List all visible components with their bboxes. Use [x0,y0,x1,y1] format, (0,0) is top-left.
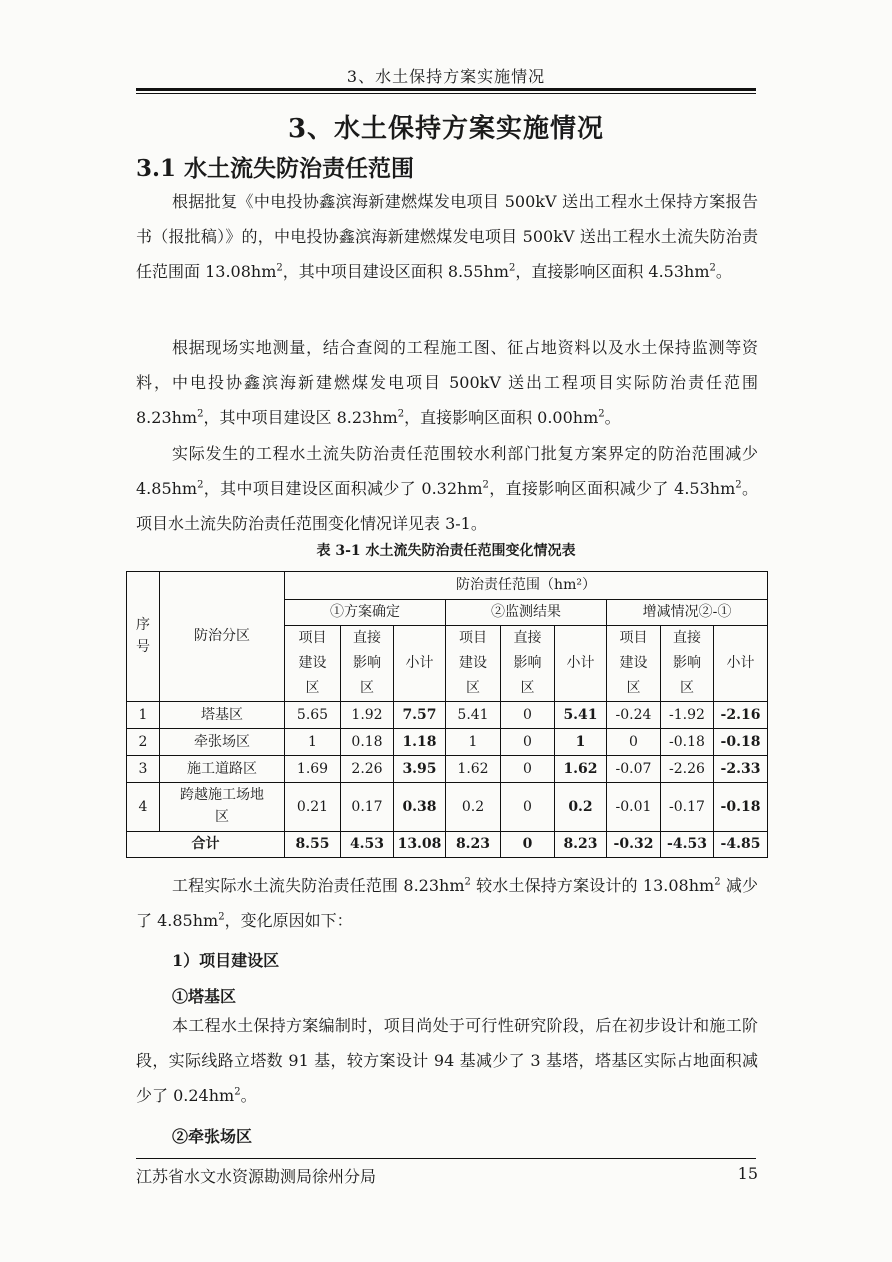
header-group-title: 防治责任范围（hm²） [285,572,768,600]
paragraph-change-summary: 工程实际水土流失防治责任范围 $8.23hm^2$ 较水土保持方案设计的 $13.08hm^2$ 减少了 $4.85hm^2$，变化原因如下： [136,876,758,930]
cell-value: 0.18 [341,729,394,756]
cell-subtotal: 1.62 [555,756,607,783]
header-group-change: 增减情况②-① [607,600,768,626]
cell-value: 1.69 [285,756,341,783]
table-row [127,756,768,783]
cell-value: -1.92 [661,702,714,729]
cell-subtotal: 3.95 [394,756,446,783]
cell-value: -0.07 [607,756,661,783]
table-caption: 表 3-1 水土流失防治责任范围变化情况表 [316,543,576,559]
cell-seq: 1 [127,702,160,729]
paragraph-actual-scope: 根据现场实地测量，结合查阅的工程施工图、征占地资料以及水土保持监测等资料，中电投协鑫滨海新建燃煤发电项目 500kV 送出工程项目实际防治责任范围 $8.23hm^2$，其中项目建设区 $8.23hm^2$，直接影响区面积 $0.00hm^2$。 [136,338,758,427]
cell-value: 0 [501,702,555,729]
cell-subtotal: -0.18 [714,729,768,756]
header-subtotal: 小计 [394,626,446,702]
cell-subtotal: -0.18 [714,783,768,832]
cell-total-label: 合计 [127,832,285,858]
cell-value: 2.26 [341,756,394,783]
header-subtotal: 小计 [714,626,768,702]
section-title: 3.1 水土流失防治责任范围 [136,155,415,182]
cell-total: -4.53 [661,832,714,858]
table-row [127,702,768,729]
table-total-row [127,832,768,858]
cell-subtotal: -2.16 [714,702,768,729]
cell-value: -0.18 [661,729,714,756]
cell-seq: 4 [127,783,160,832]
cell-value: 0.17 [341,783,394,832]
table-row [127,783,768,832]
cell-value: -2.26 [661,756,714,783]
subhead-project-area: 1）项目建设区 [172,951,280,970]
subhead-tower-area: ①塔基区 [172,987,237,1006]
cell-zone: 塔基区 [160,702,285,729]
cell-zone: 跨越施工场地区 [160,783,285,832]
cell-value: 5.65 [285,702,341,729]
cell-total: 8.23 [446,832,501,858]
cell-value: -0.01 [607,783,661,832]
cell-subtotal: 0.38 [394,783,446,832]
header-build: 项目建设区 [285,626,341,702]
cell-subtotal: 0.2 [555,783,607,832]
paragraph-tower-area: 本工程水土保持方案编制时，项目尚处于可行性研究阶段，后在初步设计和施工阶段，实际线路立塔数 91 基，较方案设计 94 基减少了 3 基塔，塔基区实际占地面积减少了 $0.24hm^2$。 [136,1016,758,1105]
cell-total: 0 [501,832,555,858]
footer-rule [136,1158,756,1159]
cell-zone: 施工道路区 [160,756,285,783]
paragraph-scope-change: 实际发生的工程水土流失防治责任范围较水利部门批复方案界定的防治范围减少 $4.85hm^2$，其中项目建设区面积减少了 $0.32hm^2$，直接影响区面积减少了 $4.53hm^2$。项目水土流失防治责任范围变化情况详见表 3-1。 [136,444,758,533]
table-row [127,729,768,756]
cell-zone: 牵张场区 [160,729,285,756]
header-build: 项目建设区 [446,626,501,702]
header-group-monitor: ②监测结果 [446,600,607,626]
header-zone: 防治分区 [160,572,285,702]
cell-value: 0.21 [285,783,341,832]
header-subtotal: 小计 [555,626,607,702]
cell-subtotal: 1.18 [394,729,446,756]
responsibility-scope-table [126,571,768,858]
header-group-plan: ①方案确定 [285,600,446,626]
cell-value: 1 [446,729,501,756]
cell-seq: 2 [127,729,160,756]
cell-value: 1.62 [446,756,501,783]
cell-value: -0.17 [661,783,714,832]
cell-value: 0.2 [446,783,501,832]
cell-total: 8.55 [285,832,341,858]
paragraph-approved-scope: 根据批复《中电投协鑫滨海新建燃煤发电项目 500kV 送出工程水土保持方案报告书（报批稿）》的，中电投协鑫滨海新建燃煤发电项目 500kV 送出工程水土流失防治责任范围面 $13.08hm^2$，其中项目建设区面积 $8.55hm^2$，直接影响区面积 $4.53hm^2$。 [136,192,758,281]
cell-total: 4.53 [341,832,394,858]
cell-total: 8.23 [555,832,607,858]
subhead-tension-site: ②牵张场区 [172,1127,253,1146]
header-impact: 直接影响区 [661,626,714,702]
cell-subtotal: 1 [555,729,607,756]
cell-subtotal: -2.33 [714,756,768,783]
page-number: 15 [737,1164,758,1183]
cell-value: 0 [607,729,661,756]
cell-subtotal: 5.41 [555,702,607,729]
header-build: 项目建设区 [607,626,661,702]
cell-value: 0 [501,783,555,832]
cell-value: 5.41 [446,702,501,729]
running-header: 3、水土保持方案实施情况 [346,67,546,86]
cell-value: 1 [285,729,341,756]
cell-value: 1.92 [341,702,394,729]
cell-value: -0.24 [607,702,661,729]
header-impact: 直接影响区 [341,626,394,702]
header-rule [136,88,756,94]
cell-total: 13.08 [394,832,446,858]
cell-subtotal: 7.57 [394,702,446,729]
chapter-title: 3、水土保持方案实施情况 [287,114,605,144]
cell-value: 0 [501,729,555,756]
cell-total: -4.85 [714,832,768,858]
header-seq: 序号 [127,572,160,702]
cell-seq: 3 [127,756,160,783]
cell-value: 0 [501,756,555,783]
cell-total: -0.32 [607,832,661,858]
footer-organization: 江苏省水文水资源勘测局徐州分局 [136,1167,377,1186]
header-impact: 直接影响区 [501,626,555,702]
